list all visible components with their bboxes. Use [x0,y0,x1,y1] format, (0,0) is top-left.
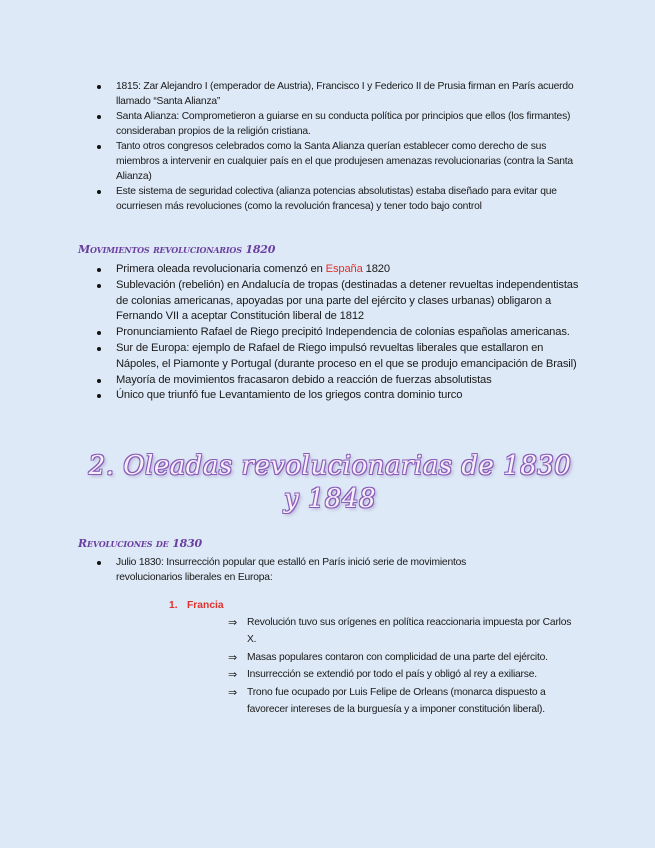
arrow-icon: ⇒ [228,651,238,664]
numbered-item-francia [169,600,224,611]
highlight-text: España [325,263,363,275]
arrow-list-item [228,650,583,667]
arrow-list-item [228,615,583,649]
arrow-list-item [228,685,583,719]
arrow-item-text: Trono fue ocupado por Luis Felipe de Orleans (monarca dispuesto a favorecer intereses de la burguesía y a imponer constitución liberal). [247,687,546,715]
list-item-text: Primera oleada revolucionaria comenzó en [116,263,326,275]
list-item: Sur de Europa: ejemplo de Rafael de Riego impulsó revueltas liberales que estallaron en Nápoles, el Piamonte y Portugal (durante proceso en el que se produjo emancipación de Brasil) [116,341,586,373]
list-item: Tanto otros congresos celebrados como la Santa Alianza querían establecer como derecho de sus miembros a intervenir en cualquier país en el que produjesen amenazas revolucionarias (contra la Santa Alianza) [116,139,586,184]
list-item: Único que triunfó fue Levantamiento de los griegos contra dominio turco [116,388,586,404]
arrow-item-text: Revolución tuvo sus orígenes en política reaccionaria impuesta por Carlos X. [247,617,572,645]
list-item-text: 1820 [362,263,390,275]
list-item: Julio 1830: Insurrección popular que estalló en París inició serie de movimientos revolucionarios liberales en Europa: [116,555,516,585]
list-item [116,262,586,278]
list-item: 1815: Zar Alejandro I (emperador de Austria), Francisco I y Federico II de Prusia firman en París acuerdo llamado “Santa Alianza” [116,79,586,109]
section-heading-1820: Movimientos revolucionarios 1820 [78,243,276,256]
item-label: Francia [187,600,224,611]
arrow-icon: ⇒ [228,687,238,700]
section-title: 2. Oleadas revolucionarias de 1830 y 1848 [88,451,572,514]
revoluciones-1830-list [116,555,516,585]
list-item: Santa Alianza: Comprometieron a guiarse en su conducta política por principios que ellos (los firmantes) consideraban propios de la religión cristiana. [116,109,586,139]
section-heading-1830: Revoluciones de 1830 [78,537,203,550]
arrow-item-text: Masas populares contaron con complicidad de una parte del ejército. [247,651,548,663]
list-item: Mayoría de movimientos fracasaron debido a reacción de fuerzas absolutistas [116,373,586,389]
arrow-list-item [228,667,583,684]
santa-alianza-list [116,79,586,214]
arrow-icon: ⇒ [228,669,238,682]
item-number: 1. [169,600,178,611]
arrow-icon: ⇒ [228,617,238,629]
list-item: Sublevación (rebelión) en Andalucía de tropas (destinadas a detener revueltas independentistas de colonias americanas, apoyadas por una parte del ejército y clases urbanas) obligaron a Fernando VII a aceptar Constitución liberal de 1812 [116,278,586,325]
arrow-item-text: Insurrección se extendió por todo el país y obligó al rey a exiliarse. [247,669,537,681]
list-item: Este sistema de seguridad colectiva (alianza potencias absolutistas) estaba diseñado para evitar que ocurriesen más revoluciones (como la revolución francesa) y tener todo bajo control [116,184,586,214]
movimientos-1820-list [116,262,586,404]
francia-sub-list [228,615,583,720]
list-item: Pronunciamiento Rafael de Riego precipitó Independencia de colonias españolas americanas. [116,325,586,341]
